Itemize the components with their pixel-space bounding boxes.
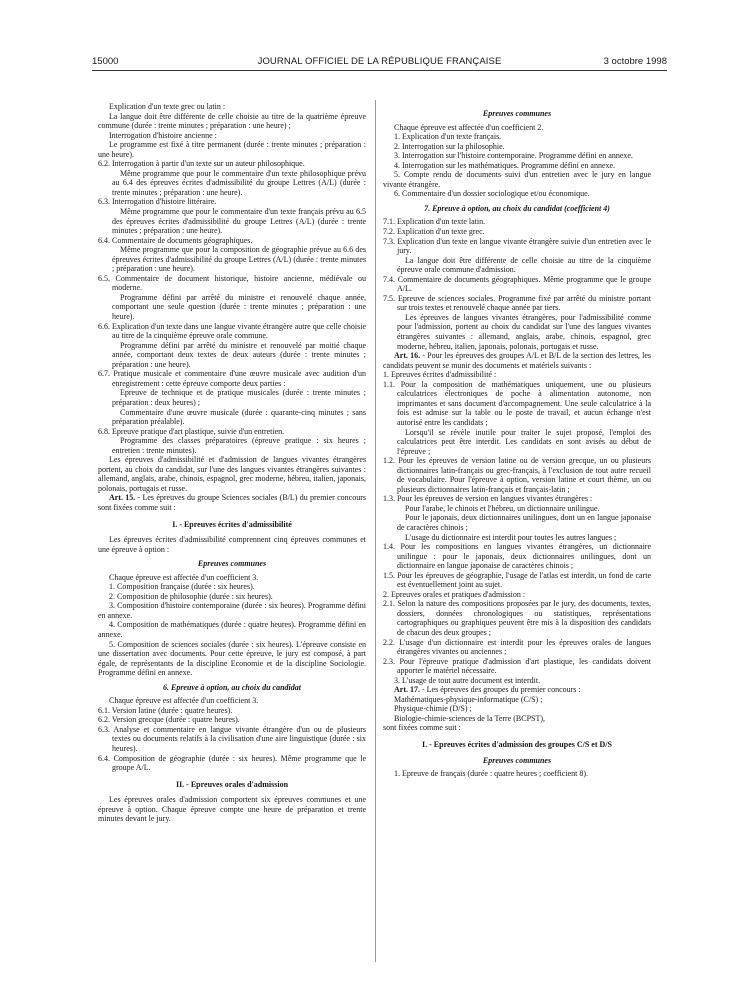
paragraph: 6.5. Commentaire de document historique, histoire ancienne, médiévale ou moderne. xyxy=(98,273,366,293)
paragraph: 6.7. Pratique musicale et commentaire d'une œuvre musicale avec audition d'un enregistrement : cette épreuve comporte deux parties : xyxy=(98,369,366,388)
journal-title: JOURNAL OFFICIEL DE LA RÉPUBLIQUE FRANÇAISE xyxy=(257,56,502,67)
paragraph: 7.5. Epreuve de sciences sociales. Programme fixé par arrêté du ministre portant sur trois textes et renouvelé chaque année par tiers. xyxy=(383,293,651,313)
paragraph: 6.6. Explication d'un texte dans une langue vivante étrangère autre que celle choisie au titre de la cinquième épreuve orale commune. xyxy=(98,321,367,341)
section-heading: I. - Epreuves écrites d'admissibilité xyxy=(172,519,292,529)
paragraph: 2.2. L'usage d'un dictionnaire est interdit pour les épreuves orales de langues étrangères vivantes ou anciennes ; xyxy=(383,637,651,657)
paragraph: 1. Composition française (durée : six heures). xyxy=(109,582,255,592)
paragraph: Pour l'arabe, le chinois et l'hébreu, un dictionnaire unilingue. xyxy=(405,503,600,513)
header-rule xyxy=(92,70,667,71)
right-column xyxy=(383,104,651,779)
paragraph: 2. Interrogation sur la philosophie. xyxy=(394,141,505,151)
paragraph: 1.1. Pour la composition de mathématiques uniquement, une ou plusieurs calculatrices électroniques de poche à alimentation autonome, non imprimantes et sans document d'accompagnement. Une seule calculatrice à la fois est admise sur la table ou le poste de travail, et aucun échange n'est autorisé entre les candidats ; xyxy=(383,379,651,427)
paragraph: Les épreuves écrites d'admissibilité comprennent cinq épreuves communes et une épreuve à option : xyxy=(98,535,366,554)
paragraph: Epreuve de technique et de pratique musicales (durée : trente minutes ; préparation : deux heures) ; xyxy=(112,388,366,407)
paragraph: La langue doit être différente de celle choisie au titre de la cinquième épreuve orale commune d'admission. xyxy=(397,255,651,275)
paragraph: Explication d'un texte grec ou latin : xyxy=(109,102,226,111)
paragraph: 1.3. Pour les épreuves de version en langues vivantes étrangères : xyxy=(383,494,593,504)
paragraph: Interrogation d'histoire ancienne : xyxy=(109,130,217,140)
section-heading: 7. Epreuve à option, au choix du candidat (coefficient 4) xyxy=(424,203,610,213)
paragraph: Même programme que pour la composition de géographie prévue au 6.6 des épreuves écrites d'admissibilité du groupe Lettres (A/L) (durée : trente minutes ; préparation : une heure). xyxy=(112,245,366,274)
paragraph: 1.2. Pour les épreuves de version latine ou de version grecque, un ou plusieurs dictionnaires latin-français ou grec-français, à l'exclusion de tout autre recueil de vocabulaire. Pour l'épreuve à option, version latine et court thème, un ou plusieurs dictionnaires latin-français et français-latin ; xyxy=(383,456,651,494)
paragraph: 4. Interrogation sur les mathématiques. Programme défini en annexe. xyxy=(394,160,616,170)
paragraph: 6.1. Version latine (durée : quatre heures). xyxy=(98,705,233,715)
paragraph: 6. Commentaire d'un dossier sociologique et/ou économique. xyxy=(394,189,590,199)
page-header xyxy=(92,56,667,70)
paragraph: Les épreuves de langues vivantes étrangères, pour l'admissibilité comme pour l'admission, portent au choix du candidat sur l'une des langues vivantes étrangères suivantes : allemand, anglais, arabe, chinois, espagnol, grec moderne, hébreu, italien, japonais, polonais, portugais et russe. xyxy=(397,312,651,351)
paragraph: 7.4. Commentaire de documents géographiques. Même programme que le groupe A/L. xyxy=(383,274,651,294)
article-paragraph xyxy=(98,493,366,512)
paragraph: Chaque épreuve est affectée d'un coefficient 3. xyxy=(109,696,259,706)
paragraph: Biologie-chimie-sciences de la Terre (BCPST), xyxy=(394,713,546,723)
paragraph: 2.1. Selon la nature des compositions proposées par le jury, des documents, textes, dossiers, données chronologiques ou statistiques, représentations cartographiques ou graphiques peuvent être mis à la disposition des candidats de chacun des deux groupes ; xyxy=(383,599,651,637)
paragraph: Les épreuves orales d'admission comportent six épreuves communes et une épreuve à option. Chaque épreuve compte une heure de préparation et trente minutes devant le jury. xyxy=(98,795,366,824)
paragraph: Les épreuves d'admissibilité et d'admission de langues vivantes étrangères portent, au choix du candidat, sur l'une des langues vivantes étrangères suivantes : allemand, anglais, arabe, chinois, espagnol, grec moderne, hébreu, italien, japonais, polonais, portugais et russe. xyxy=(98,455,366,493)
paragraph: 7.3. Explication d'un texte en langue vivante étrangère suivie d'un entretien avec le jury. xyxy=(383,236,651,256)
article-paragraph xyxy=(383,685,651,695)
paragraph: 5. Compte rendu de documents suivi d'un entretien avec le jury en langue vivante étrangère. xyxy=(383,170,651,189)
paragraph: Le programme est fixé à titre permanent (durée : trente minutes ; préparation : une heure). xyxy=(98,140,366,159)
paragraph: Chaque épreuve est affectée d'un coefficient 3. xyxy=(109,572,259,582)
paragraph: Même programme que pour le commentaire d'un texte philosophique prévu au 6.4 des épreuves écrites d'admissibilité du groupe Lettres (A/L) (durée : trente minutes ; préparation : une heure). xyxy=(112,168,366,197)
paragraph: Programme défini par arrêté du ministre et renouvelé par moitié chaque année, comportant deux textes de deux auteurs (durée : trente minutes ; préparation : une heure). xyxy=(112,340,366,369)
paragraph: 1. Epreuve de français (durée : quatre heures ; coefficient 8). xyxy=(394,769,588,779)
article-text: - Les épreuves des groupes du premier concours : xyxy=(420,685,581,695)
article-text: - Les épreuves du groupe Sciences sociales (B/L) du premier concours sont fixées comme suit : xyxy=(98,493,367,512)
paragraph: 1. Epreuves écrites d'admissibilité : xyxy=(383,370,497,380)
paragraph: Lorsqu'il se révèle inutile pour traiter le sujet proposé, l'emploi des calculatrices peut être interdit. Les candidats en sont avisés au début de l'épreuve ; xyxy=(397,427,651,456)
paragraph: 7.1. Explication d'un texte latin. xyxy=(383,217,486,227)
article-text: - Pour les épreuves des groupes A/L et B/L de la section des lettres, les candidats peuvent se munir des documents et matériels suivants : xyxy=(383,351,651,370)
paragraph: 3. Composition d'histoire contemporaine (durée : six heures). Programme défini en annexe. xyxy=(98,601,366,620)
paragraph: 6.8. Epreuve pratique d'art plastique, suivie d'un entretien. xyxy=(98,426,285,436)
paragraph: Mathématiques-physique-informatique (C/S) ; xyxy=(394,694,543,704)
paragraph: Même programme que pour le commentaire d'un texte français prévu au 6.5 des épreuves écrites d'admissibilité du groupe Lettres (A/L) (durée : trente minutes ; préparation : une heure). xyxy=(112,207,366,236)
issue-date: 3 octobre 1998 xyxy=(603,56,667,67)
section-heading: Epreuves communes xyxy=(482,109,552,118)
paragraph: 6.4. Commentaire de documents géographiques. xyxy=(98,235,253,245)
paragraph: La langue doit être différente de celle choisie au titre de la quatrième épreuve commune (durée : trente minutes ; préparation : une heure) ; xyxy=(98,111,366,131)
paragraph: 3. L'usage de tout autre document est interdit. xyxy=(394,675,541,685)
paragraph: Chaque épreuve est affectée d'un coefficient 2. xyxy=(394,122,544,132)
column-divider xyxy=(375,100,376,962)
paragraph: sont fixées comme suit : xyxy=(383,723,461,733)
article-paragraph xyxy=(383,351,651,370)
page-number: 15000 xyxy=(92,56,119,67)
paragraph: Programme des classes préparatoires (épreuve pratique : six heures ; entretien : trente minutes). xyxy=(112,436,366,455)
paragraph: 4. Composition de mathématiques (durée : quatre heures). Programme défini en annexe. xyxy=(98,620,366,639)
paragraph: 6.2. Version grecque (durée : quatre heures). xyxy=(98,715,240,725)
paragraph: 6.4. Composition de géographie (durée : six heures). Même programme que le groupe A/L. xyxy=(98,753,366,773)
article-number: Art. 15. xyxy=(109,493,136,503)
paragraph: Commentaire d'une œuvre musicale (durée : quarante-cinq minutes ; sans préparation préalable). xyxy=(112,407,366,427)
paragraph: 2.3. Pour l'épreuve pratique d'admission d'art plastique, les candidats doivent apporter le matériel nécessaire. xyxy=(383,656,651,676)
paragraph: Physique-chimie (D/S) ; xyxy=(394,704,472,714)
paragraph: 6.2. Interrogation à partir d'un texte sur un auteur philosophique. xyxy=(98,159,305,169)
section-heading: Epreuves communes xyxy=(482,755,552,765)
paragraph: 6.3. Analyse et commentaire en langue vivante étrangère d'un ou de plusieurs textes ou documents relatifs à la civilisation d'une aire linguistique (durée : six heures). xyxy=(98,724,366,753)
paragraph: 5. Composition de sciences sociales (durée : six heures). L'épreuve consiste en une dissertation avec documents. Pour cette épreuve, le jury est composé, à part égale, de représentants de la discipline Economie et de la discipline Sociologie. Programme défini en annexe. xyxy=(98,639,366,678)
article-number: Art. 16. xyxy=(394,351,421,361)
section-heading: 6. Epreuve à option, au choix du candidat xyxy=(162,682,301,692)
paragraph: 3. Interrogation sur l'histoire contemporaine. Programme défini en annexe. xyxy=(394,151,633,161)
paragraph: 6.3. Interrogation d'histoire littéraire. xyxy=(98,197,217,207)
paragraph: 2. Epreuves orales et pratiques d'admission : xyxy=(383,589,526,599)
section-heading: Epreuves communes xyxy=(197,559,267,569)
paragraph: 7.2. Explication d'un texte grec. xyxy=(383,227,485,237)
left-column xyxy=(98,102,366,824)
section-heading: II. - Epreuves orales d'admission xyxy=(175,779,289,789)
paragraph: 2. Composition de philosophie (durée : six heures). xyxy=(109,591,273,601)
paragraph: L'usage du dictionnaire est interdit pour toutes les autres langues ; xyxy=(405,532,617,542)
paragraph: 1.5. Pour les épreuves de géographie, l'usage de l'atlas est interdit, un fond de carte est éventuellement joint au sujet. xyxy=(383,570,651,590)
paragraph: 1.4. Pour les compositions en langues vivantes étrangères, un dictionnaire unilingue : pour le japonais, deux dictionnaires unilingues, dont un dictionnaire en langue japonaise de caractères chinois ; xyxy=(383,542,651,571)
paragraph: 1. Explication d'un texte français. xyxy=(394,132,502,142)
section-heading: I. - Epreuves écrites d'admission des groupes C/S et D/S xyxy=(422,740,612,749)
paragraph: Programme défini par arrêté du ministre et renouvelé chaque année, comportant une seule question (durée : trente minutes ; préparation : une heure). xyxy=(112,292,366,322)
article-number: Art. 17. xyxy=(394,685,420,695)
paragraph: Pour le japonais, deux dictionnaires unilingues, dont un en langue japonaise de caractères chinois ; xyxy=(397,513,651,532)
